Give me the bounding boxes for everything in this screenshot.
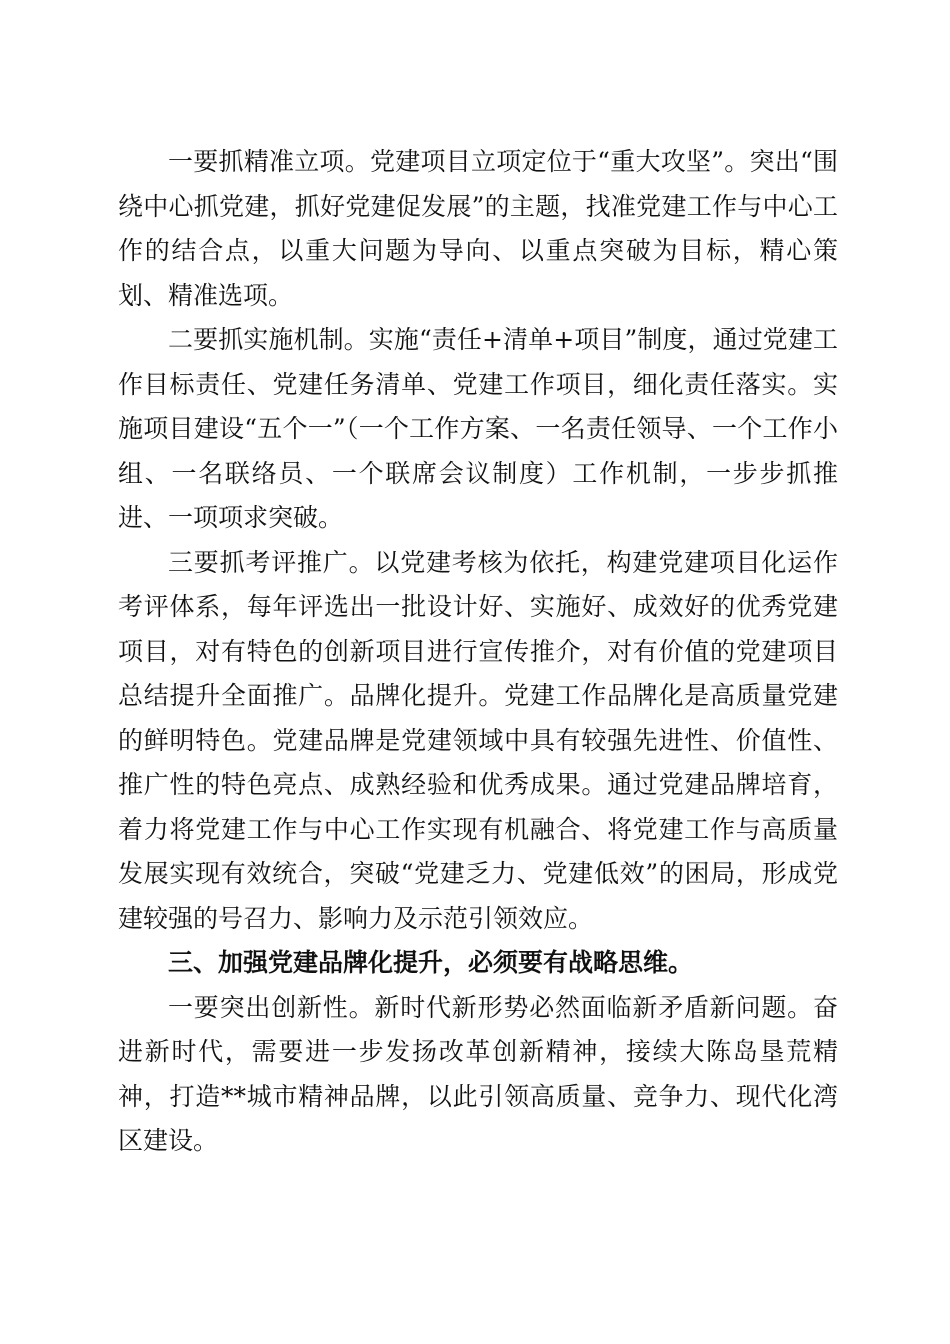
paragraph-precise-project: 一要抓精准立项。党建项目立项定位于“重大攻坚”。突出“围绕中心抓党建，抓好党建促发展”的主题，找准党建工作与中心工作的结合点，以重大问题为导向、以重点突破为目标，精心策划、精准选项。: [118, 147, 838, 310]
paragraph-evaluation-promotion: 三要抓考评推广。以党建考核为依托，构建党建项目化运作考评体系，每年评选出一批设计好、实施好、成效好的优秀党建项目，对有特色的创新项目进行宣传推介，对有价值的党建项目总结提升全面推广。品牌化提升。党建工作品牌化是高质量党建的鲜明特色。党建品牌是党建领域中具有较强先进性、价值性、推广性的特色亮点、成熟经验和优秀成果。通过党建品牌培育，着力将党建工作与中心工作实现有机融合、将党建工作与高质量发展实现有效统合，突破“党建乏力、党建低效”的困局，形成党建较强的号召力、影响力及示范引领效应。: [118, 547, 838, 933]
paragraph-implementation-mechanism: 二要抓实施机制。实施“责任+清单+项目”制度，通过党建工作目标责任、党建任务清单、党建工作项目，细化责任落实。实施项目建设“五个一”（一个工作方案、一名责任领导、一个工作小组、一名联络员、一个联席会议制度）工作机制，一步步抓推进、一项项求突破。: [118, 325, 838, 532]
section-heading: 三、加强党建品牌化提升，必须要有战略思维。: [168, 948, 694, 977]
document-body: [118, 140, 838, 1164]
paragraph-innovation: 一要突出创新性。新时代新形势必然面临新矛盾新问题。奋进新时代，需要进一步发扬改革创新精神，接续大陈岛垦荒精神，打造**城市精神品牌，以此引领高质量、竞争力、现代化湾区建设。: [118, 992, 838, 1155]
